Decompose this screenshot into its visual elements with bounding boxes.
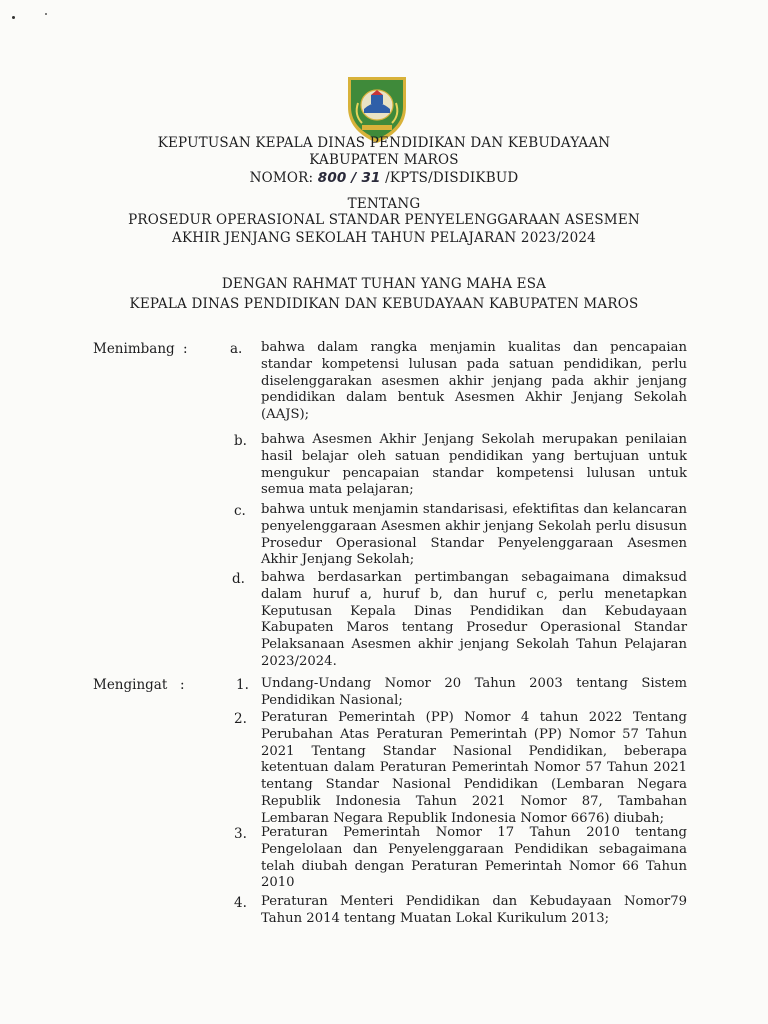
decree-title-line2: KABUPATEN MAROS	[309, 152, 459, 168]
scan-speck	[12, 16, 15, 19]
mengingat-item: Peraturan Menteri Pendidikan dan Kebudayaan Nomor79 Tahun 2014 tentang Muatan Lokal Kurikulum 2013;	[261, 894, 687, 926]
menimbang-colon: :	[183, 341, 188, 357]
nomor-handwritten: 800 / 31	[317, 170, 381, 186]
rahmat-line: DENGAN RAHMAT TUHAN YANG MAHA ESA	[221, 276, 547, 292]
menimbang-item: bahwa untuk menjamin standarisasi, efektifitas dan kelancaran penyelenggaraan Asesmen akhir jenjang Sekolah perlu disusun Prosedur Operasional Standar Penyelenggaraan Asesmen Akhir Jenjang Sekolah;	[261, 502, 687, 568]
decree-number	[0, 170, 768, 186]
subject-line1: PROSEDUR OPERASIONAL STANDAR PENYELENGGARAAN ASESMEN	[128, 212, 640, 228]
mengingat-label: Mengingat	[93, 677, 168, 693]
mengingat-item: Peraturan Pemerintah Nomor 17 Tahun 2010 tentang Pengelolaan dan Penyelenggaraan Pendidikan sebagaimana telah diubah dengan Peraturan Pemerintah Nomor 66 Tahun 2010	[261, 825, 687, 891]
menimbang-marker: c.	[234, 503, 246, 519]
mengingat-marker: 3.	[234, 826, 247, 842]
mengingat-item: Peraturan Pemerintah (PP) Nomor 4 tahun 2022 Tentang Perubahan Atas Peraturan Pemerintah (PP) Nomor 57 Tahun 2021 Tentang Standar Nasional Pendidikan, beberapa ketentuan dalam Peraturan Pemerintah Nomor 57 Tahun 2021 tentang Standar Nasional Pendidikan (Lembaran Negara Republik Indonesia Tahun 2021 Nomor 87, Tambahan Lembaran Negara Republik Indonesia Nomor 6676) diubah;	[261, 710, 687, 826]
menimbang-item: bahwa berdasarkan pertimbangan sebagaimana dimaksud dalam huruf a, huruf b, dan huruf c, perlu menetapkan Keputusan Kepala Dinas Pendidikan dan Kebudayaan Kabupaten Maros tentang Prosedur Operasional Standar Pelaksanaan Asesmen akhir jenjang Sekolah Tahun Pelajaran 2023/2024.	[261, 570, 687, 669]
menimbang-marker: a.	[230, 341, 243, 357]
kepala-line: KEPALA DINAS PENDIDIKAN DAN KEBUDAYAAN KABUPATEN MAROS	[129, 296, 639, 312]
subject-line2: AKHIR JENJANG SEKOLAH TAHUN PELAJARAN 2023/2024	[172, 230, 596, 246]
nomor-prefix: NOMOR:	[249, 170, 318, 186]
mengingat-colon: :	[180, 677, 185, 693]
tentang-heading: TENTANG	[347, 196, 421, 212]
scan-speck	[45, 13, 47, 15]
mengingat-marker: 2.	[234, 711, 247, 727]
menimbang-marker: b.	[234, 433, 247, 449]
decree-title-line1: KEPUTUSAN KEPALA DINAS PENDIDIKAN DAN KEBUDAYAAN	[157, 135, 611, 151]
nomor-suffix: /KPTS/DISDIKBUD	[380, 170, 519, 186]
mengingat-marker: 4.	[234, 895, 247, 911]
menimbang-label: Menimbang	[93, 341, 175, 357]
menimbang-marker: d.	[232, 571, 245, 587]
menimbang-item: bahwa Asesmen Akhir Jenjang Sekolah merupakan penilaian hasil belajar oleh satuan pendidikan yang bertujuan untuk mengukur pencapaian standar kompetensi lulusan untuk semua mata pelajaran;	[261, 432, 687, 498]
mengingat-item: Undang-Undang Nomor 20 Tahun 2003 tentang Sistem Pendidikan Nasional;	[261, 676, 687, 708]
mengingat-marker: 1.	[236, 677, 249, 693]
menimbang-item: bahwa dalam rangka menjamin kualitas dan pencapaian standar kompetensi lulusan pada satuan pendidikan, perlu diselenggarakan asesmen akhir jenjang pada akhir jenjang pendidikan dalam bentuk Asesmen Akhir Jenjang Sekolah (AAJS);	[261, 340, 687, 423]
